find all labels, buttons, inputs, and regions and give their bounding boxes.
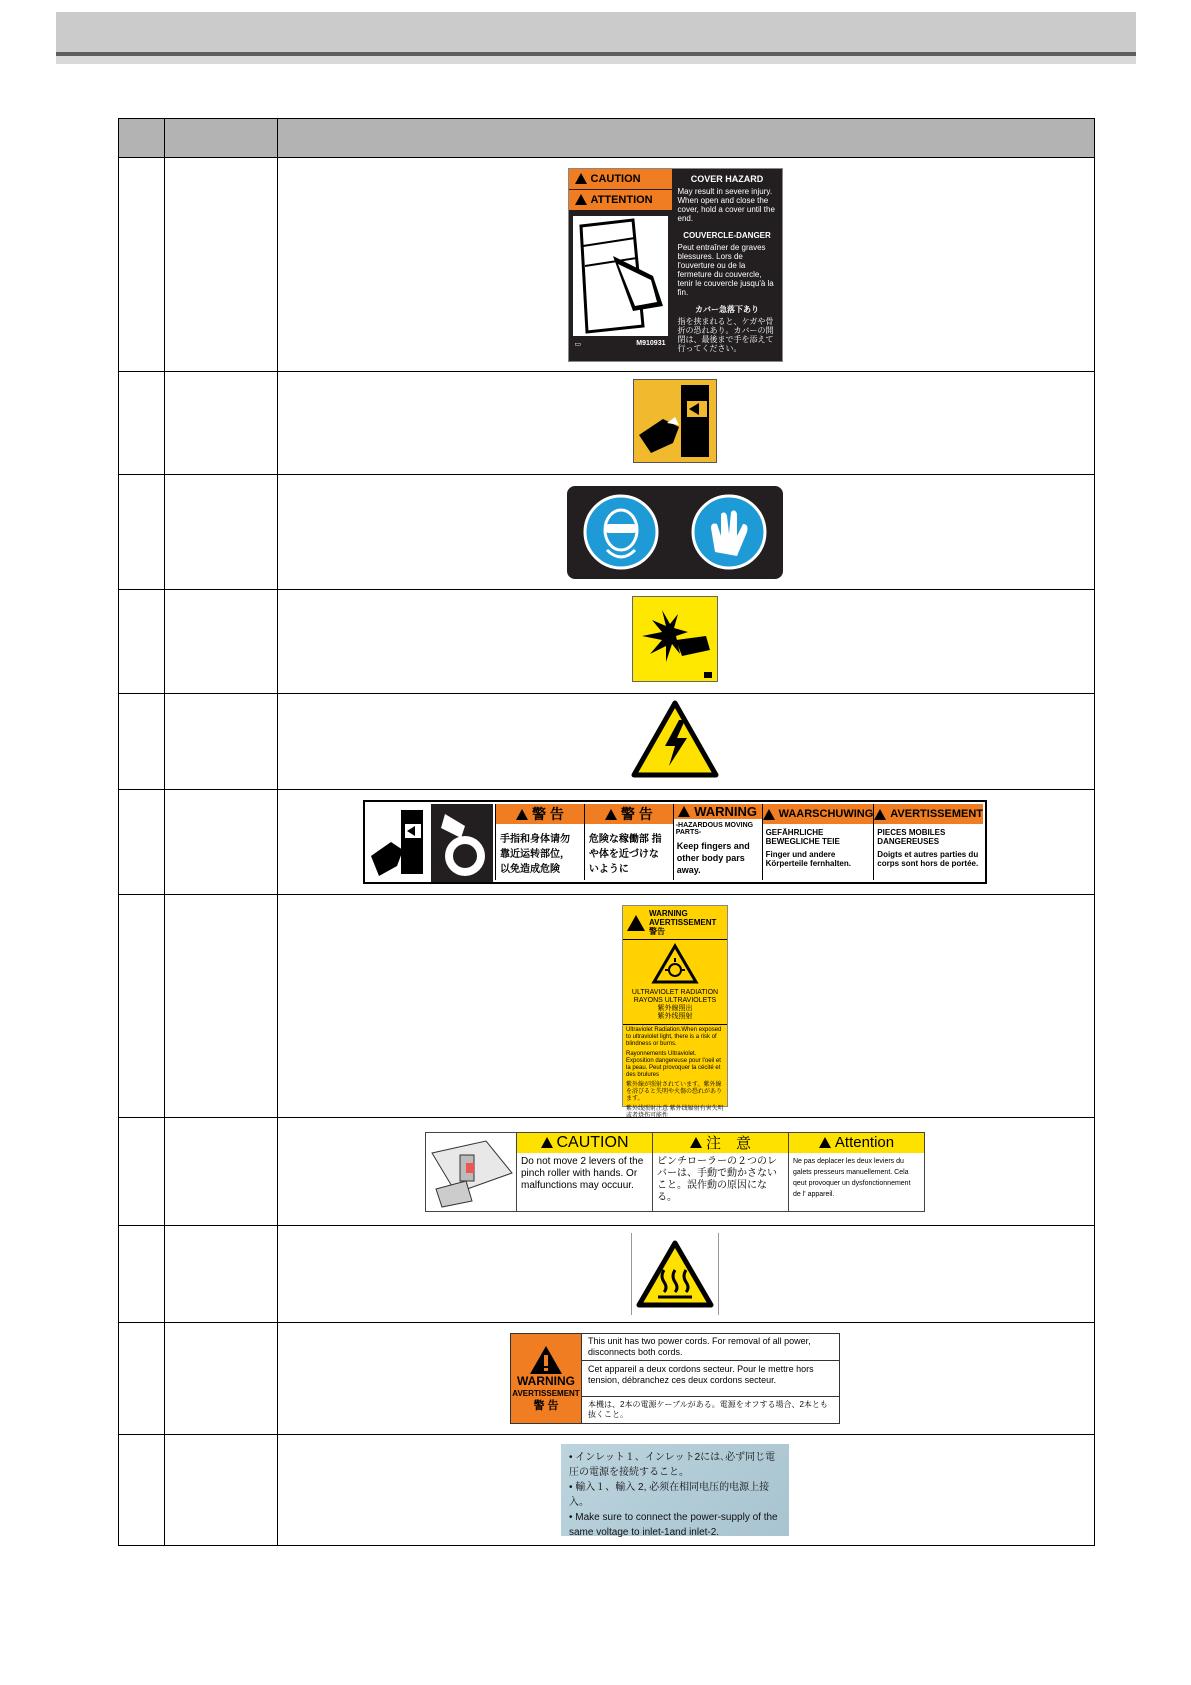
en-text: Keep fingers and other body pars away. <box>676 841 750 875</box>
de-text: Finger und andere Körperteile fernhalten. <box>765 850 851 868</box>
warning-triangle-icon <box>575 194 587 205</box>
title-fr: COUVERCLE-DANGER <box>683 230 771 240</box>
title-en: COVER HAZARD <box>690 173 764 184</box>
uv-header1: WARNING <box>649 909 688 918</box>
table-row <box>119 694 1095 790</box>
de-header: WAARSCHUWING <box>763 804 874 824</box>
inlet-line-en: • Make sure to connect the power-supply of the same voltage to inlet-1and inlet-2. <box>569 1512 778 1538</box>
uv-text-en: Ultraviolet Radiation.When exposed to ultraviolet light, there is a risk of blindness or burns. <box>626 1027 722 1047</box>
warning-text: WARNING <box>517 1373 575 1388</box>
row-label <box>278 1118 1095 1226</box>
row-label <box>278 1323 1095 1435</box>
row-order <box>165 1226 278 1323</box>
row-label <box>278 1226 1095 1323</box>
row-order <box>165 694 278 790</box>
attention-header: Attention <box>789 1133 924 1153</box>
warning-triangle-icon <box>763 809 775 820</box>
table-row <box>119 895 1095 1118</box>
row-no <box>119 372 165 475</box>
cn-header: 警 告 <box>496 804 584 824</box>
en-header: WARNING <box>674 804 762 819</box>
manufacturer-logo-icon: ▭ <box>574 340 582 348</box>
table-row <box>119 1226 1095 1323</box>
row-order <box>165 158 278 372</box>
uv-text-cn: 紫外线照射注意 紫外线辐射有害失明或者烧伤可能性 <box>626 1106 724 1119</box>
warning-triangle-icon <box>575 173 587 184</box>
row-label <box>278 475 1095 590</box>
warning-triangle-icon <box>627 915 645 931</box>
fr-text: Doigts et autres parties du corps sont hors de portée. <box>877 850 979 868</box>
table-header-row <box>119 119 1095 158</box>
uv-header3: 警告 <box>649 927 665 936</box>
warning-triangle-icon <box>819 1137 831 1148</box>
row-label <box>278 590 1095 694</box>
uv-title4: 紫外线照射 <box>657 1013 693 1020</box>
col-label-header <box>278 119 1095 158</box>
text-fr: Ne pas deplacer les deux leviers du galets presseurs manuellement. Cela qeut provoquer un dysfonctionnement de l' appareil. <box>793 1157 911 1198</box>
row-order <box>165 475 278 590</box>
explosion-hand-icon <box>632 596 718 687</box>
inlet-line-jp: • インレット１、インレット2には､必ず同じ電圧の電源を接続すること。 <box>569 1452 776 1478</box>
inlet-line-cn: • 輸入１、輸入 2, 必须在相同电压的电源上接入。 <box>569 1482 770 1508</box>
table-row <box>119 1435 1095 1546</box>
table-row <box>119 1323 1095 1435</box>
power-cords-label <box>510 1333 840 1424</box>
row-label <box>278 158 1095 372</box>
row-order <box>165 895 278 1118</box>
row-no <box>119 1118 165 1226</box>
warning-triangle-icon <box>541 1137 553 1148</box>
pinch-roller-label <box>425 1132 925 1212</box>
col-no-header <box>119 119 165 158</box>
uv-text-jp: 紫外線が照射されています。紫外線を浴びると失明や火傷の恐れがあります。 <box>626 1082 723 1102</box>
row-no <box>119 1323 165 1435</box>
warning-triangle-icon <box>678 806 690 817</box>
fr-sub: PIECES MOBILES DANGEREUSES <box>877 828 946 846</box>
row-order <box>165 790 278 895</box>
de-sub: GEFÄHRLICHE BEWEGLICHE TEIE <box>765 828 840 846</box>
table-row <box>119 590 1095 694</box>
moving-parts-label <box>363 800 987 884</box>
table-row <box>119 158 1095 372</box>
row-no <box>119 790 165 895</box>
row-no <box>119 475 165 590</box>
warning-triangle-icon <box>874 809 886 820</box>
header-underline <box>56 56 1136 64</box>
text-en: May result in severe injury. When open and close the cover, hold a cover until the end. <box>677 186 775 223</box>
moving-parts-pictogram-icon <box>367 804 495 880</box>
attention-header: ATTENTION <box>569 189 672 210</box>
electric-shock-icon <box>631 700 719 783</box>
row-label <box>278 895 1095 1118</box>
cover-hazard-label <box>568 168 783 362</box>
row-label <box>278 372 1095 475</box>
table-row <box>119 790 1095 895</box>
header-bar <box>56 12 1136 52</box>
protective-gloves-icon <box>691 494 767 570</box>
col-order-header <box>165 119 278 158</box>
row-no <box>119 158 165 372</box>
hot-surface-icon <box>631 1233 719 1315</box>
row-no <box>119 694 165 790</box>
ppe-label <box>567 486 783 579</box>
text-jp: 本機は、2本の電源ケーブルがある。電源をオフする場合、2本とも抜くこと。 <box>588 1400 828 1419</box>
text-fr: Peut entraîner de graves blessures. Lors de l'ouverture ou de la fermeture du couvercle, tenir le couvercle jusqu'à la fin. <box>677 242 774 297</box>
row-label <box>278 790 1095 895</box>
uv-title1: ULTRAVIOLET RADIATION <box>631 989 719 996</box>
uv-title2: RAYONS ULTRAVIOLETS <box>633 997 717 1004</box>
jp-text: 危険な稼働部 指や体を近づけないように <box>588 834 662 875</box>
warning-triangle-icon <box>690 1137 702 1148</box>
title-jp: カバー急落下あり <box>695 304 759 314</box>
pinch-roller-pictogram-icon <box>426 1133 517 1211</box>
caution-header: CAUTION <box>517 1133 652 1153</box>
text-en: This unit has two power cords. For removal of all power, disconnects both cords. <box>582 1334 839 1361</box>
hand-crush-icon <box>633 379 717 468</box>
table-row <box>119 475 1095 590</box>
row-label <box>278 694 1095 790</box>
uv-title3: 紫外線照出 <box>657 1005 693 1012</box>
text-jp: 指を挟まれると、ケガや骨折の恐れあり。カバーの開閉は、最後まで手を添えて行ってください。 <box>677 316 774 353</box>
cn-text: 手指和身体请勿靠近运转部位，以免造成危険 <box>500 834 570 875</box>
table-row <box>119 1118 1095 1226</box>
uv-radiation-label <box>622 905 728 1119</box>
uv-text-fr: Rayonnements Ultraviolet. Exposition dangereuse pour l'oeil et la peau. Peut provoquer la cécité et des brulures <box>626 1051 721 1078</box>
text-jp: ピンチローラーの２つのレバーは、手動で動かさないこと。誤作動の原因になる。 <box>657 1155 777 1203</box>
uv-hazard-icon <box>623 940 727 989</box>
caution-header: CAUTION <box>569 169 672 189</box>
label-code: M910931 <box>636 339 666 347</box>
chui-header: 注 意 <box>653 1133 788 1153</box>
row-no <box>119 1435 165 1546</box>
text-fr: Cet appareil a deux cordons secteur. Pour le mettre hors tension, débranchez ces deux cordons secteur. <box>582 1361 839 1397</box>
warning-triangle-icon <box>516 809 528 820</box>
row-order <box>165 1323 278 1435</box>
warning-labels-table <box>118 118 1095 1546</box>
row-order <box>165 1435 278 1546</box>
safety-goggles-icon <box>583 494 659 570</box>
keikoku-text: 警 告 <box>533 1399 559 1412</box>
cover-pinch-pictogram-icon <box>573 216 668 336</box>
fr-header: AVERTISSEMENT <box>874 804 983 824</box>
row-no <box>119 1226 165 1323</box>
row-no <box>119 895 165 1118</box>
row-order <box>165 590 278 694</box>
text-en: Do not move 2 levers of the pinch roller with hands. Or malfunctions may occuur. <box>521 1155 644 1191</box>
table-row <box>119 372 1095 475</box>
warning-triangle-icon <box>529 1345 563 1375</box>
row-label <box>278 1435 1095 1546</box>
inlet-voltage-label <box>561 1444 789 1536</box>
avertissement-text: AVERTISSEMENT <box>512 1388 580 1398</box>
jp-header: 警 告 <box>585 804 673 824</box>
uv-header2: AVERTISSEMENT <box>649 918 717 927</box>
warning-triangle-icon <box>605 809 617 820</box>
row-order <box>165 1118 278 1226</box>
row-no <box>119 590 165 694</box>
en-sub: -HAZARDOUS MOVING PARTS- <box>675 822 754 836</box>
row-order <box>165 372 278 475</box>
